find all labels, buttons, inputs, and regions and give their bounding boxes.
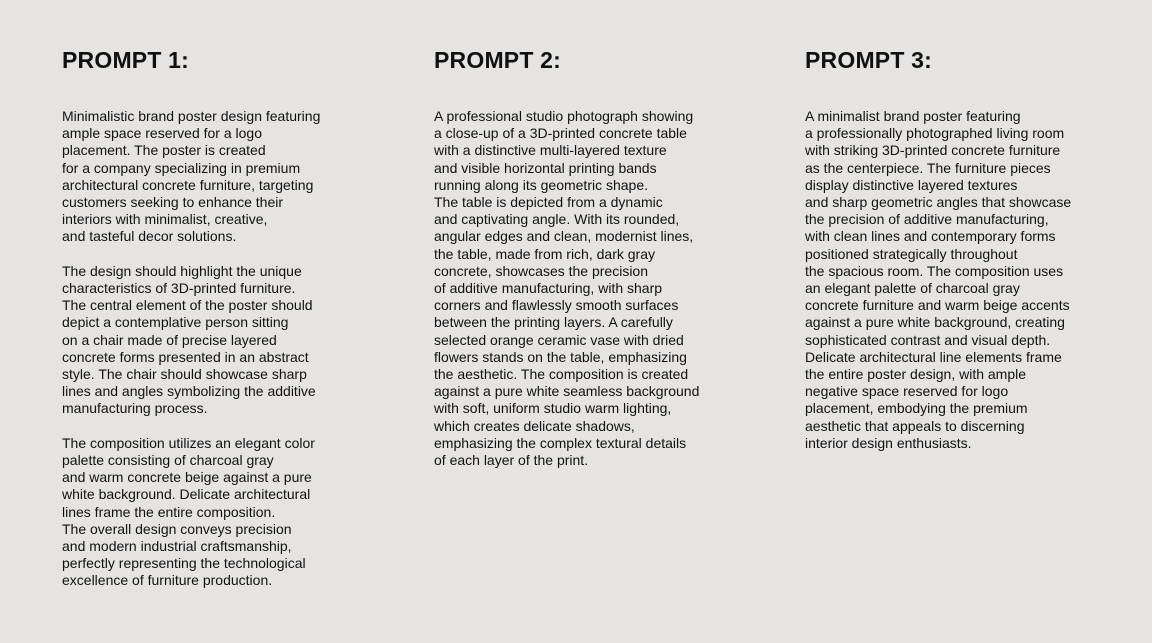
text-line: the table, made from rich, dark gray (434, 245, 655, 262)
text-line: sophisticated contrast and visual depth. (805, 331, 1051, 348)
text-line: selected orange ceramic vase with dried (434, 331, 684, 348)
text-line: customers seeking to enhance their (62, 194, 284, 211)
text-line: with soft, uniform studio warm lighting, (434, 400, 672, 417)
text-line: of each layer of the print. (434, 452, 589, 469)
text-line: lines frame the entire composition. (62, 503, 276, 520)
text-line: A minimalist brand poster featuring (805, 108, 1021, 124)
text-line: a close-up of a 3D-printed concrete table (434, 125, 687, 142)
text-line: Delicate architectural line elements frame (805, 348, 1062, 365)
prompt-2-paragraph-1 (434, 108, 754, 469)
text-line: placement. The poster is created (62, 142, 266, 159)
text-line: perfectly representing the technological (62, 555, 306, 572)
text-line: the aesthetic. The composition is created (434, 366, 689, 383)
text-line: of additive manufacturing, with sharp (434, 280, 663, 297)
text-line: The overall design conveys precision (62, 520, 292, 537)
text-line: the entire poster design, with ample (805, 366, 1027, 383)
text-line: with clean lines and contemporary forms (805, 228, 1056, 245)
text-line: as the centerpiece. The furniture pieces (805, 159, 1051, 176)
text-line: characteristics of 3D-printed furniture. (62, 280, 296, 297)
text-line: white background. Delicate architectural (62, 486, 311, 503)
prompt-3-body (805, 108, 1125, 452)
text-line: angular edges and clean, modernist lines, (434, 228, 694, 245)
text-line: and modern industrial craftsmanship, (62, 538, 292, 555)
text-line: positioned strategically throughout (805, 245, 1018, 262)
text-line: The composition utilizes an elegant color (62, 434, 315, 451)
text-line: emphasizing the complex textural details (434, 434, 687, 451)
text-line: concrete furniture and warm beige accents (805, 297, 1070, 314)
text-line: with a distinctive multi-layered texture (434, 142, 667, 159)
text-line: depict a contemplative person sitting (62, 314, 289, 331)
text-line: and visible horizontal printing bands (434, 159, 657, 176)
text-line: The central element of the poster should (62, 297, 313, 314)
text-line: with striking 3D-printed concrete furniture (805, 142, 1061, 159)
prompt-1-paragraph-1 (62, 108, 382, 246)
text-line: Minimalistic brand poster design featuring (62, 108, 321, 124)
text-line: the spacious room. The composition uses (805, 262, 1064, 279)
prompt-column-3 (805, 46, 1125, 469)
text-line: corners and flawlessly smooth surfaces (434, 297, 679, 314)
text-line: A professional studio photograph showing (434, 108, 694, 124)
prompt-1-paragraph-2 (62, 263, 382, 418)
text-line: and captivating angle. With its rounded, (434, 211, 680, 228)
text-line: The design should highlight the unique (62, 262, 302, 279)
text-line: interiors with minimalist, creative, (62, 211, 268, 228)
text-line: an elegant palette of charcoal gray (805, 280, 1020, 297)
prompt-1-paragraph-3 (62, 435, 382, 590)
text-line: ample space reserved for a logo (62, 125, 262, 142)
text-line: display distinctive layered textures (805, 176, 1018, 193)
text-line: between the printing layers. A carefully (434, 314, 673, 331)
prompt-2-heading: PROMPT 2: (434, 47, 562, 73)
prompt-column-1 (62, 46, 382, 607)
text-line: excellence of furniture production. (62, 572, 273, 589)
text-line: aesthetic that appeals to discerning (805, 417, 1025, 434)
text-line: flowers stands on the table, emphasizing (434, 348, 687, 365)
prompt-3-heading: PROMPT 3: (805, 47, 933, 73)
text-line: and warm concrete beige against a pure (62, 469, 312, 486)
text-line: and sharp geometric angles that showcase (805, 194, 1072, 211)
prompt-1-heading: PROMPT 1: (62, 47, 190, 73)
text-line: The table is depicted from a dynamic (434, 194, 663, 211)
prompt-1-body (62, 108, 382, 590)
text-line: lines and angles symbolizing the additive (62, 383, 316, 400)
text-line: architectural concrete furniture, targeting (62, 176, 314, 193)
prompt-3-paragraph-1 (805, 108, 1125, 452)
prompt-2-body (434, 108, 754, 469)
text-line: which creates delicate shadows, (434, 417, 635, 434)
text-line: placement, embodying the premium (805, 400, 1028, 417)
text-line: against a pure white seamless background (434, 383, 700, 400)
text-line: and tasteful decor solutions. (62, 228, 237, 245)
text-line: running along its geometric shape. (434, 176, 649, 193)
text-line: concrete, showcases the precision (434, 262, 648, 279)
text-line: the precision of additive manufacturing, (805, 211, 1049, 228)
text-line: negative space reserved for logo (805, 383, 1009, 400)
text-line: palette consisting of charcoal gray (62, 452, 274, 469)
text-line: against a pure white background, creating (805, 314, 1065, 331)
text-line: style. The chair should showcase sharp (62, 366, 307, 383)
text-line: manufacturing process. (62, 400, 208, 417)
text-line: a professionally photographed living room (805, 125, 1065, 142)
text-line: on a chair made of precise layered (62, 331, 277, 348)
text-line: interior design enthusiasts. (805, 434, 972, 451)
prompt-column-2 (434, 46, 754, 486)
text-line: for a company specializing in premium (62, 159, 301, 176)
text-line: concrete forms presented in an abstract (62, 348, 309, 365)
